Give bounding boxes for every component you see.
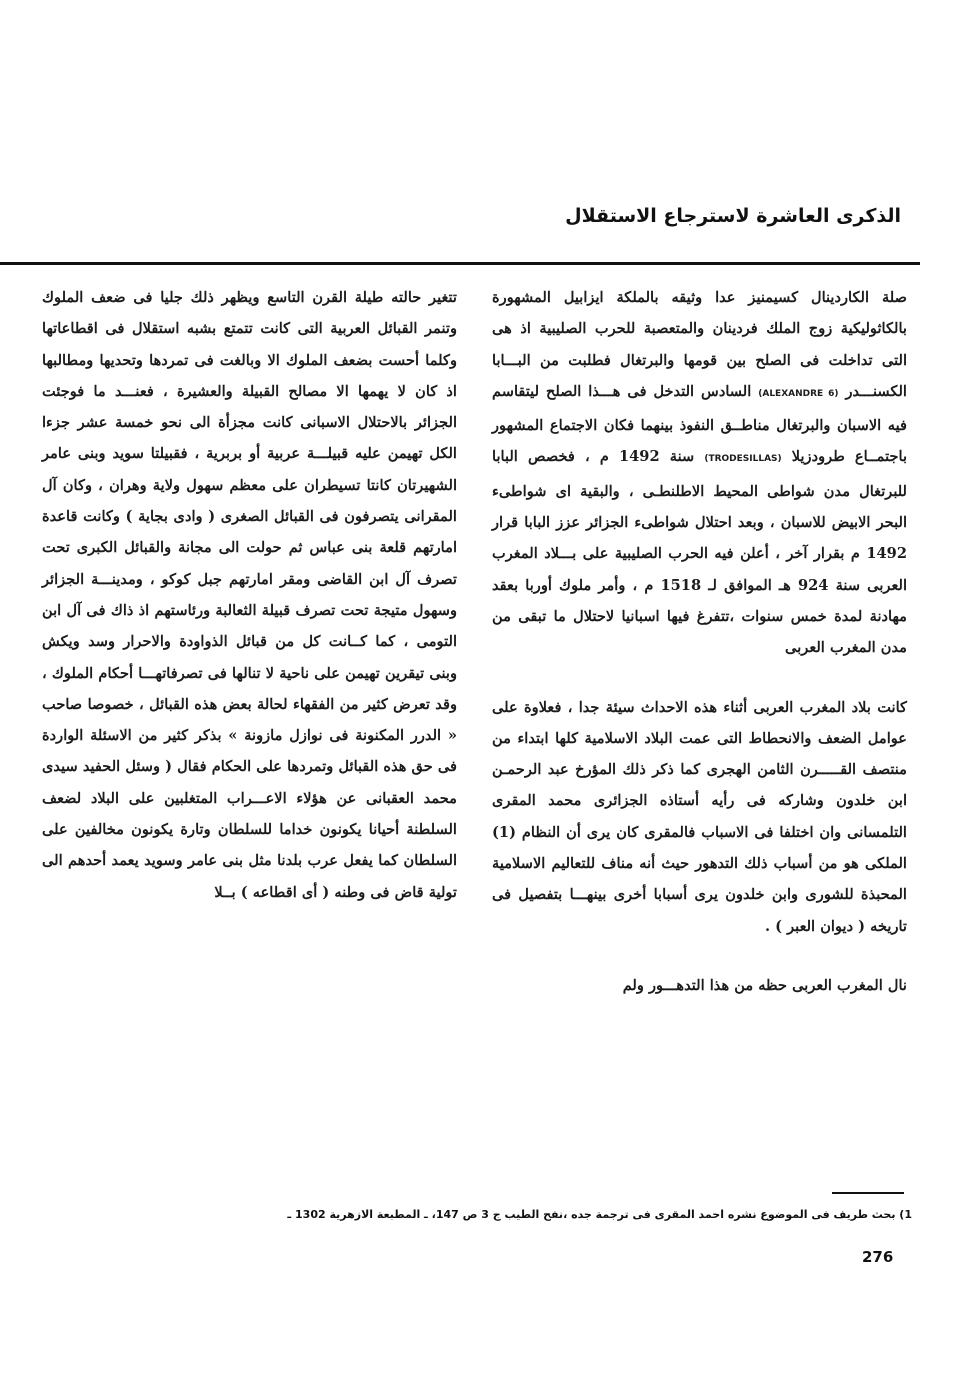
right-column — [492, 282, 907, 1001]
paragraph-1 — [492, 282, 907, 664]
footnote-divider — [832, 1192, 904, 1194]
footnote: 1) بحث طريف فى الموضوع نشره احمد المقرى فى ترجمة جده ،نفح الطيب ج 3 ص 147، ـ المطبعة الازهرية 1302 ـ — [287, 1208, 912, 1221]
page-number: 276 — [862, 1248, 894, 1266]
running-header: الذكرى العاشرة لاسترجاع الاستقلال — [565, 205, 901, 227]
left-column — [42, 282, 457, 908]
latin-term-trodesillas: (TRODESILLAS) — [704, 454, 782, 465]
latin-term-alexandre: (ALEXANDRE 6) — [758, 388, 839, 399]
paragraph-1-text-c: سنة 1492 م ، فخصص البابا للبرتغال مدن شواطى المحيط الاطلنطـى ، والبقية اى شواطىء البحر الابيض للاسبان ، وبعد احتلال شواطىء الجزائر عزز البابا قرار 1492 م بقرار آخر ، أعلن فيه الحرب الصليبية على بـــلاد المغرب العربى سنة 924 هـ الموافق لـ 1518 م ، وأمر ملوك أوربا بعقد مهادنة لمدة خمس سنوات ،تتفرغ فيها اسبانيا لاحتلال ما تبقى من مدن المغرب العربى — [492, 448, 907, 657]
paragraph-4: تتغير حالته طيلة القرن التاسع ويظهر ذلك جليا فى ضعف الملوك وتنمر القبائل العربية التى كانت تتمتع بشبه استقلال فى اقطاعاتها وكلما أحست بضعف الملوك الا وبالغت فى تمردها وتحديها ومطالبها اذ كان لا يهمها الا مصالح القبيلة والعشيرة ، فعنـــد ما فوجئت الجزائر بالاحتلال الاسبانى كانت مجزأة الى نحو خمسة عشر جزءا الكل تهيمن عليه قبيلـــة عربية أو بربرية ، فقبيلتا سويد وبنى عامر الشهيرتان كانتا تسيطران على معظم سهول ولاية وهران ، وكان آل المقرانى يتصرفون فى القبائل الصغرى ( وادى بجاية ) وكانت قاعدة امارتهم قلعة بنى عباس ثم حولت الى مجانة والقبائل الكبرى تحت تصرف آل ابن القاضى ومقر امارتهم جبل كوكو ، ومدينـــة الجزائر وسهول متيجة تحت تصرف قبيلة الثعالبة ورئاستهم اذ ذاك فى آل ابن التومى ، كما كــانت كل من قبائل الذواودة والاحرار وسد ويكش وبنى تيقرين تهيمن على ناحية لا تنالها فى تصرفاتهـــا أحكام الملوك ، وقد تعرض كثير من الفقهاء لحالة بعض هذه القبائل ، خصوصا صاحب « الدرر المكنونة فى نوازل مازونة » بذكر كثير من الاسئلة الواردة فى حق هذه القبائل وتمردها على الحكام فقال ( وسئل الحفيد سيدى محمد العقبانى عن هؤلاء الاعـــراب المتغلبين على البلاد لضعف السلطنة أحيانا يكونون خداما للسلطان وتارة يكونون مخالفين على السلطان كما يفعل عرب بلدنا مثل بنى عامر وسويد يعمد أحدهم الى تولية قاض فى وطنه ( أى اقطاعه ) بــلا — [42, 289, 457, 901]
paragraph-2: كانت بلاد المغرب العربى أثناء هذه الاحداث سيئة جدا ، فعلاوة على عوامل الضعف والانحطاط التى عمت البلاد الاسلامية كلها ابتداء من منتصف القـــــرن الثامن الهجرى كما ذكر ذلك المؤرخ عبد الرحمـن ابن خلدون وشاركه فى رأيه أستاذه الجزائرى محمد المقرى التلمسانى وان اختلفا فى الاسباب فالمقرى كان يرى أن النظام (1) الملكى هو من أسباب ذلك التدهور حيث أنه مناف للتعاليم الاسلامية المحبذة للشورى وابن خلدون يرى أسبابا أخرى بينهـــا بتفصيل فى تاريخه ( ديوان العبر ) . — [492, 698, 907, 935]
paragraph-1-text-a: صلة الكاردينال كسيمنيز عدا وثيقه بالملكة ايزابيل المشهورة بالكاثوليكية زوج الملك فردينان والمتعصبة للحرب الصليبية اذ هى التى تداخلت فى الصلح بين قومها والبرتغال فطلبت من البـــابا الكسنـــدر — [492, 289, 907, 400]
paragraph-3: نال المغرب العربى حظه من هذا التدهـــور ولم — [622, 976, 907, 994]
header-divider — [0, 262, 920, 265]
paragraph-1-text-b: السادس التدخل فى هـــذا الصلح ليتقاسم فيه الاسبان والبرتغال مناطــق النفوذ بينهما فكان الاجتماع المشهور باجتمــاع طرودزيلا — [492, 382, 908, 466]
